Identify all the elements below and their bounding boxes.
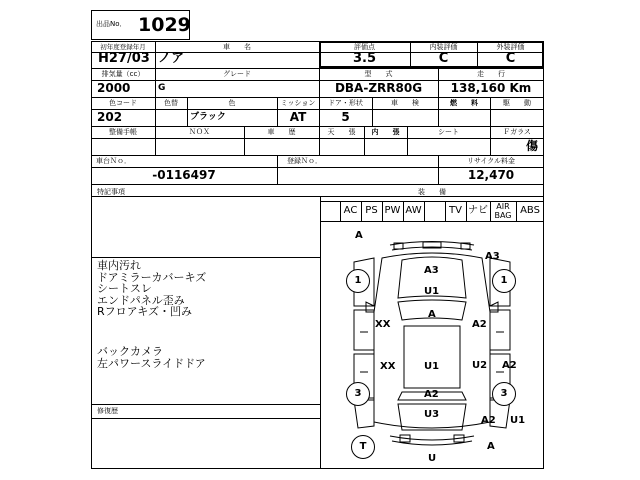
label-fuel: 燃 料 bbox=[450, 99, 478, 107]
equipment-ac: AC bbox=[343, 205, 358, 216]
equipment-aw: AW bbox=[405, 205, 422, 216]
tire-left-front: 1 bbox=[346, 269, 370, 293]
label-history: 車 歴 bbox=[267, 128, 296, 136]
repair-line bbox=[91, 404, 320, 405]
label-reg-no: 登録Ｎｏ． bbox=[287, 157, 322, 165]
remarks-group-2 bbox=[97, 346, 206, 369]
value-chassis-no: -0116497 bbox=[152, 168, 216, 182]
label-sunroof: 天 張 bbox=[327, 128, 356, 136]
mark-hood-u1: U1 bbox=[424, 286, 440, 297]
col-line bbox=[277, 155, 278, 184]
value-color: ブラック bbox=[190, 112, 226, 122]
remark-line: シートスレ bbox=[97, 282, 152, 295]
tire-left-rear: 3 bbox=[346, 382, 370, 406]
tire-right-front: 1 bbox=[492, 269, 516, 293]
equipment-blank bbox=[424, 201, 445, 221]
mark-right-rear-door-u2: U2 bbox=[472, 360, 488, 371]
mark-windshield: A bbox=[428, 309, 436, 320]
label-model: 型 式 bbox=[364, 70, 393, 78]
lot-number-box bbox=[91, 10, 190, 40]
label-color: 色 bbox=[228, 99, 236, 107]
remark-line: Rフロアキズ・凹み bbox=[97, 305, 192, 318]
label-score: 評価点 bbox=[354, 43, 375, 51]
mark-roof: U1 bbox=[424, 361, 440, 372]
value-interior: C bbox=[438, 51, 449, 66]
remark-line: 左パワースライドドア bbox=[97, 356, 206, 370]
label-displacement: 排気量（cc） bbox=[101, 70, 145, 78]
value-mileage: 138,160 Km bbox=[450, 81, 532, 95]
value-displacement: 2000 bbox=[97, 81, 131, 95]
label-doors: ドア・形状 bbox=[328, 99, 363, 107]
car-damage-diagram bbox=[320, 222, 544, 468]
label-exterior: 外装評価 bbox=[496, 43, 525, 51]
mark-front-top: A bbox=[355, 230, 363, 241]
value-first-reg: H27/03 bbox=[98, 51, 150, 66]
value-doors: 5 bbox=[341, 110, 350, 124]
remark-line: 車内汚れ bbox=[97, 259, 141, 272]
equipment-navi: ナビ bbox=[468, 205, 488, 216]
mark-rear-quarter-u1: U1 bbox=[510, 415, 526, 426]
label-mileage: 走 行 bbox=[477, 70, 505, 78]
label-recycle: リサイクル料金 bbox=[466, 157, 516, 165]
mark-left-front-door: XX bbox=[375, 319, 391, 330]
value-model: DBA-ZRR80G bbox=[334, 81, 423, 95]
label-interior-lining: 内 張 bbox=[371, 128, 400, 136]
remarks-group-1 bbox=[97, 260, 206, 318]
label-color-code: 色コード bbox=[109, 99, 137, 107]
value-car-name: ノア bbox=[158, 51, 185, 66]
label-car-name: 車 名 bbox=[223, 43, 251, 51]
remark-line: バックカメラ bbox=[97, 345, 163, 358]
value-exterior: C bbox=[505, 51, 516, 66]
equipment-tv: TV bbox=[449, 205, 462, 216]
value-grade: G bbox=[158, 83, 166, 93]
mark-right-rear-door-a2: A2 bbox=[502, 360, 517, 371]
lot-number: 1029 bbox=[138, 14, 191, 36]
label-interior: 内装評価 bbox=[429, 43, 458, 51]
equipment-ps: PS bbox=[365, 205, 378, 216]
remarks-split-line bbox=[91, 257, 320, 258]
label-chassis-no: 車台Ｎｏ． bbox=[96, 157, 131, 165]
label-remarks: 特記事項 bbox=[97, 188, 125, 196]
mark-rear-window: A2 bbox=[424, 389, 439, 400]
label-equipment: 装 備 bbox=[418, 188, 446, 196]
remark-line: エンドパネル歪み bbox=[97, 293, 185, 307]
value-transmission: AT bbox=[289, 110, 307, 124]
equipment-abs: ABS bbox=[520, 205, 540, 216]
lot-label: 出品No． bbox=[96, 20, 127, 28]
label-maint: 整備手帳 bbox=[109, 128, 137, 136]
label-first-reg: 初年度登録年月 bbox=[100, 43, 146, 51]
equipment-airbag: AIR BAG bbox=[494, 202, 512, 220]
tire-right-rear: 3 bbox=[492, 382, 516, 406]
row-line bbox=[91, 138, 544, 139]
value-glass-status: 傷 bbox=[525, 139, 538, 153]
label-color-no: 色替 bbox=[164, 99, 178, 107]
equipment-pw: PW bbox=[384, 205, 401, 216]
label-glass: Ｆガラス bbox=[503, 128, 531, 136]
mark-rear-bumper-a: A bbox=[487, 441, 495, 452]
value-color-code: 202 bbox=[97, 110, 123, 124]
mark-rear-bumper-u: U bbox=[428, 453, 437, 464]
value-recycle-fee: 12,470 bbox=[467, 168, 515, 182]
label-nox: ＮＯＸ bbox=[189, 128, 210, 136]
value-score: 3.5 bbox=[352, 51, 377, 66]
label-equip: 車 検 bbox=[391, 99, 419, 107]
label-transmission: ミッション bbox=[280, 99, 316, 107]
mark-right-front-fender: A3 bbox=[485, 251, 500, 262]
mark-back-door: U3 bbox=[424, 409, 440, 420]
label-seat: シート bbox=[438, 128, 459, 136]
label-grade: グレード bbox=[223, 70, 251, 78]
mark-left-rear-door: XX bbox=[380, 361, 396, 372]
repair-line bbox=[91, 418, 320, 419]
remark-line: ドアミラーカバーキズ bbox=[97, 270, 207, 284]
label-repair: 修復歴 bbox=[97, 407, 118, 415]
mark-rear-quarter-a2: A2 bbox=[481, 415, 496, 426]
label-drive: 駆 動 bbox=[503, 99, 531, 107]
mark-hood-a3: A3 bbox=[424, 265, 439, 276]
mark-right-front-door: A2 bbox=[472, 319, 487, 330]
spare-tire: T bbox=[351, 435, 375, 459]
